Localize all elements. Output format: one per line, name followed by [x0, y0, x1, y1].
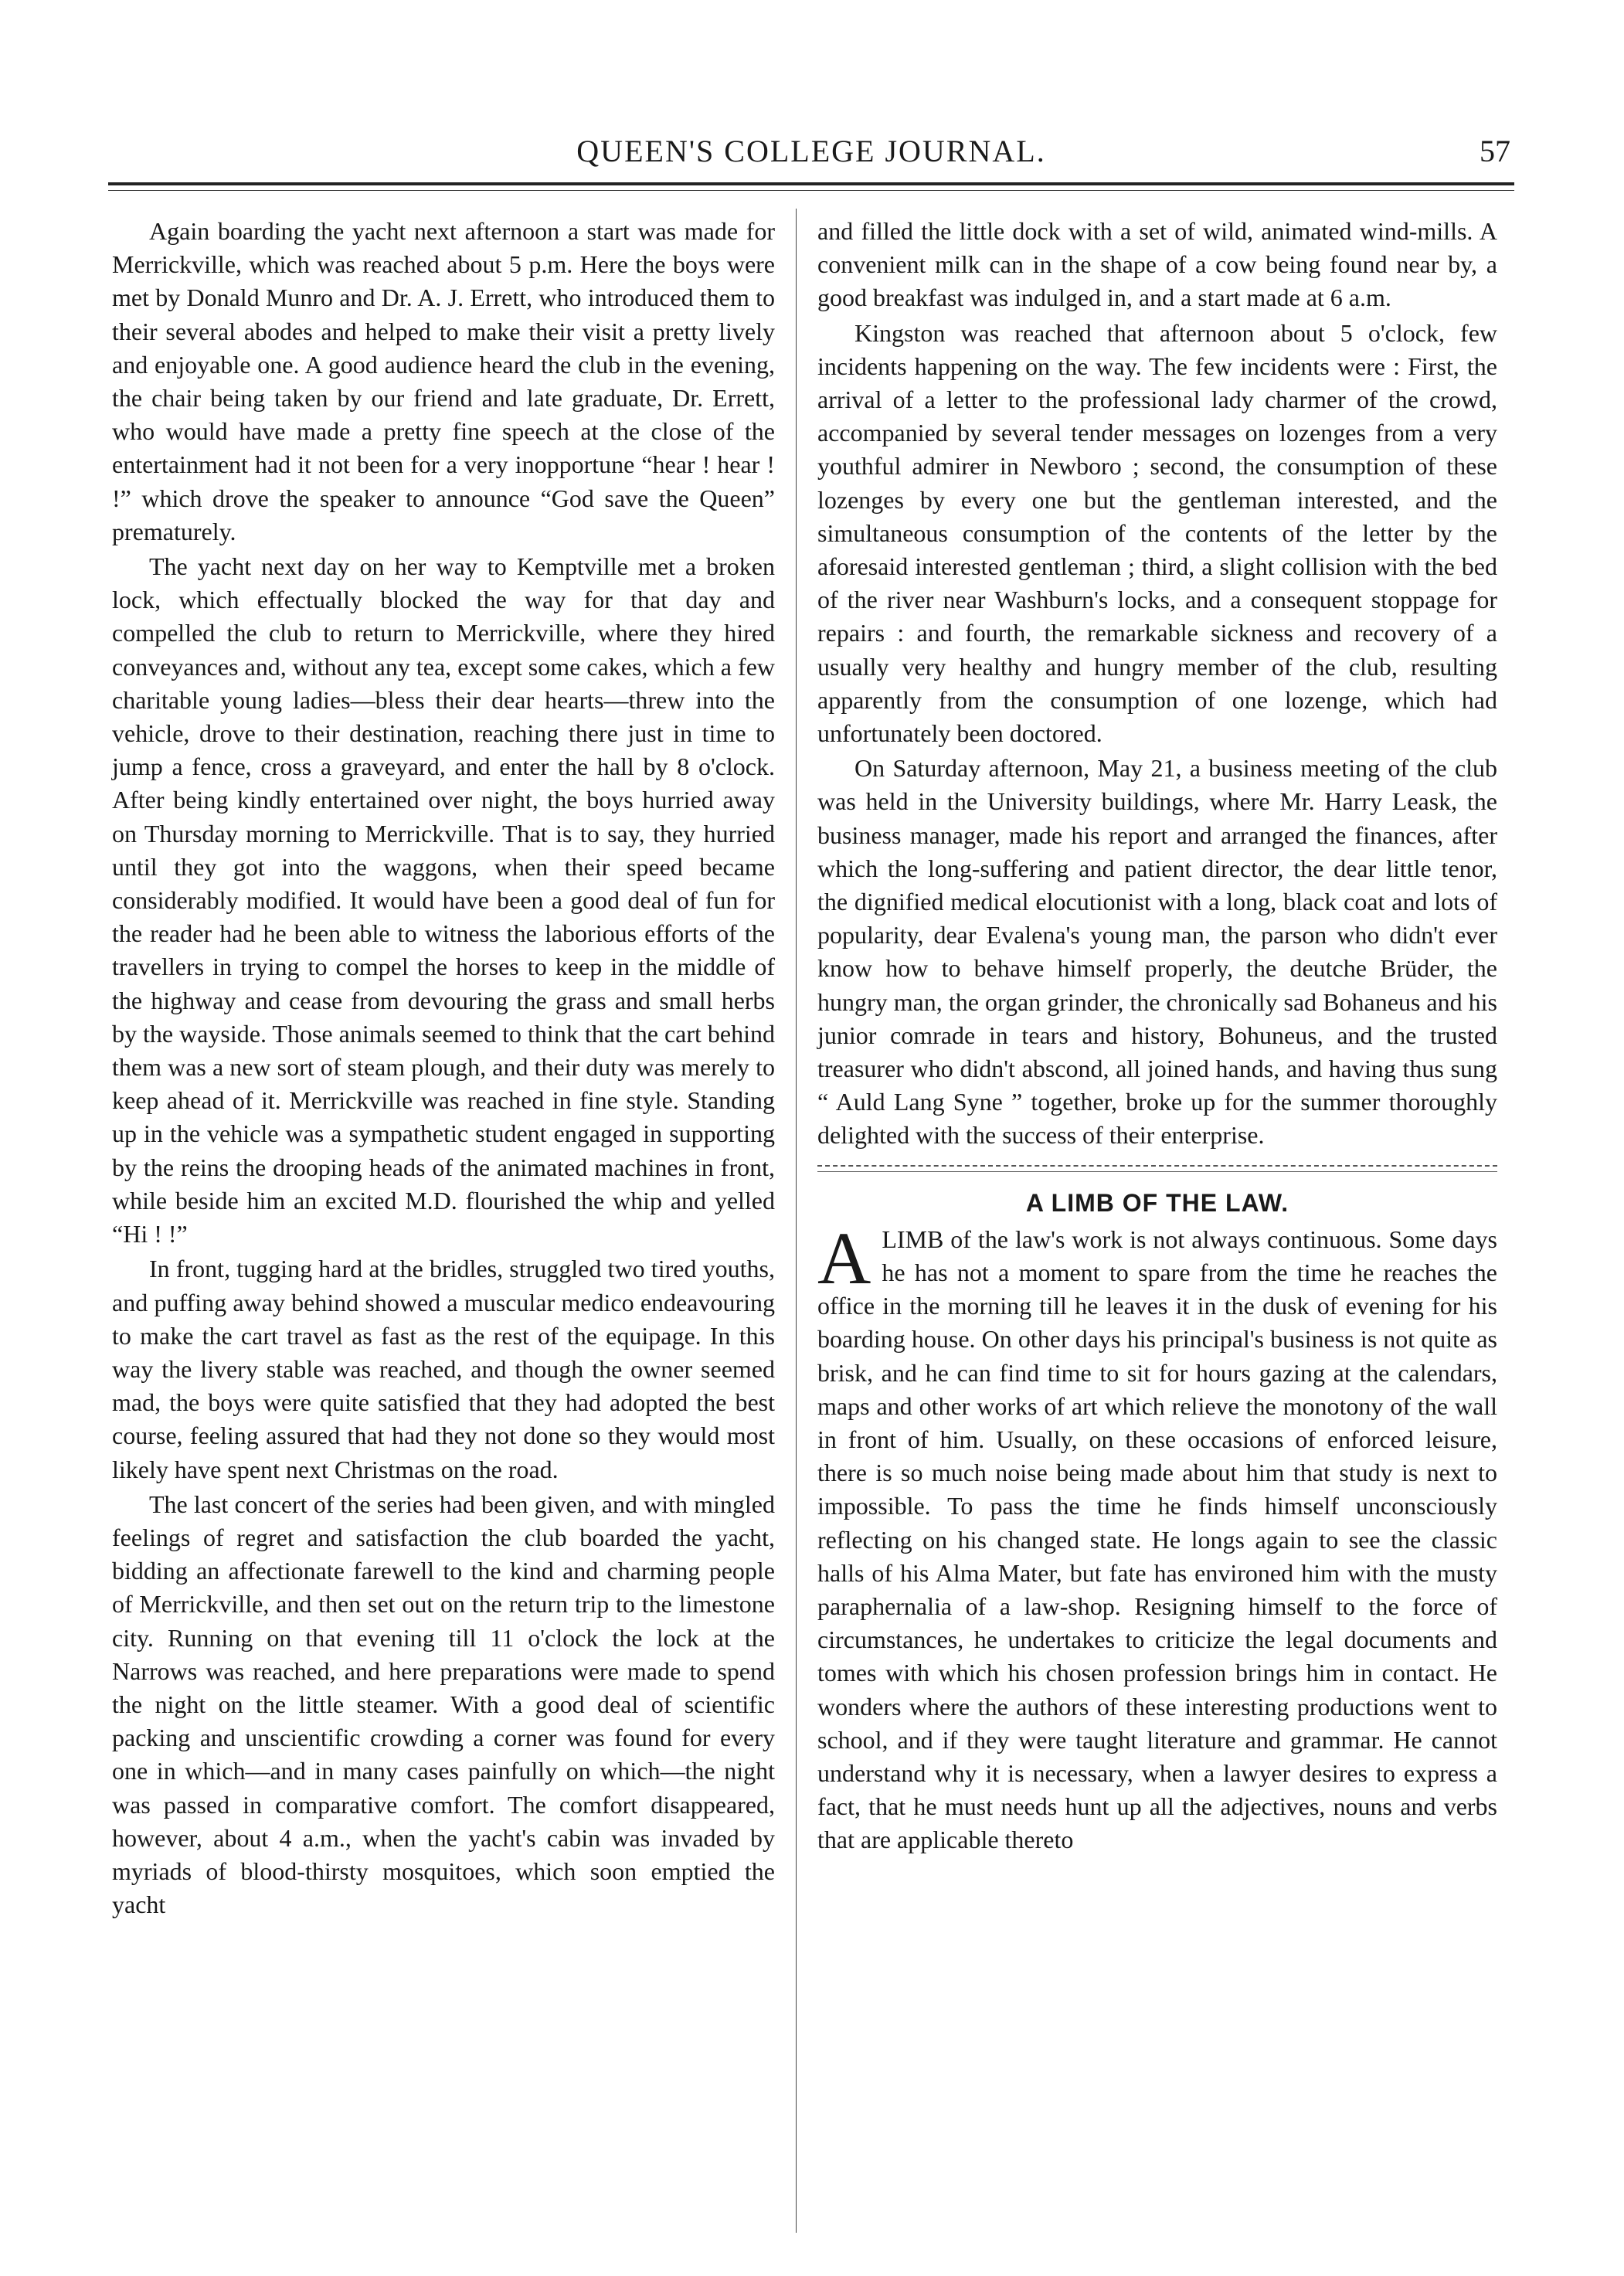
- section-title: A LIMB OF THE LAW.: [1025, 1188, 1289, 1217]
- drop-cap: A: [817, 1216, 871, 1299]
- first-word: LIMB: [882, 1225, 944, 1253]
- paragraph: Kingston was reached that afternoon about 5 o'clock, few incidents happening on the way. The few incidents were : First, the arrival of a letter to the professional lady charmer of the crowd, accompanied by several tender messages on lozenges from a very youthful admirer in Newboro ; second, the consumption of these lozenges by every one but the gentleman interested, and the simultaneous consumption of the contents of the letter by the aforesaid interested gentleman ; third, a slight collision with the bed of the river near Washburn's locks, and a consequent stoppage for repairs : and fourth, the remarkable sickness and recovery of a usually very healthy and hungry member of the club, resulting apparently from the consumption of one lozenge, which had unfortunately been doctored.: [817, 318, 1497, 748]
- left-column: [112, 215, 775, 1921]
- right-column: [817, 215, 1497, 1857]
- paragraph: Again boarding the yacht next afternoon a start was made for Merrickville, which was reached about 5 p.m. Here the boys were met by Donald Munro and Dr. A. J. Errett, who introduced them to their several abodes and helped to make their visit a pretty lively and enjoyable one. A good audience heard the club in the evening, the chair being taken by our friend and late graduate, Dr. Errett, who would have made a pretty fine speech at the close of the entertainment had it not been for a very inopportune “hear ! hear ! !” which drove the speaker to announce “God save the Queen” prematurely.: [112, 217, 775, 545]
- paragraph: The yacht next day on her way to Kemptville met a broken lock, which effectually blocked the way for that day and compelled the club to return to Merrickville, where they hired conveyances and, without any tea, except some cakes, which a few charitable young ladies—bless their dear hearts—threw into the vehicle, drove to their destination, reaching there just in time to jump a fence, cross a graveyard, and enter the hall by 8 o'clock. After being kindly entertained over night, the boys hurried away on Thursday morning to Merrickville. That is to say, they hurried until they got into the waggons, when their speed became considerably modified. It would have been a good deal of fun for the reader had he been able to witness the laborious efforts of the travellers in trying to compel the horses to keep in the middle of the highway and cease from devouring the grass and small herbs by the wayside. Those animals seemed to think that the cart behind them was a new sort of steam plough, and their duty was merely to keep ahead of it. Merrickville was reached in fine style. Standing up in the vehicle was a sympathetic student engaged in supporting by the reins the drooping heads of the animated machines in front, while beside him an excited M.D. flourished the whip and yelled “Hi ! !”: [112, 552, 775, 1248]
- journal-title: QUEEN'S COLLEGE JOURNAL.: [576, 134, 1046, 168]
- header-rule-thin: [108, 190, 1514, 191]
- section-paragraph: [817, 1216, 1497, 1857]
- paragraph: In front, tugging hard at the bridles, struggled two tired youths, and puffing away behind showed a muscular medico endeavouring to make the cart travel as fast as the rest of the equipage. In this way the livery stable was reached, and though the owner seemed mad, the boys were quite satisfied that they had adopted the best course, feeling assured that had they not done so they would most likely have spent next Christmas on the road.: [112, 1255, 775, 1483]
- paragraph: On Saturday afternoon, May 21, a business meeting of the club was held in the University buildings, where Mr. Harry Leask, the business manager, made his report and arranged the finances, after which the long-suffering and patient director, the dear little tenor, the dignified medical elocutionist with a long, black coat and lots of popularity, dear Evalena's young man, the parson who didn't ever know how to behave himself properly, the deutche Brüder, the hungry man, the organ grinder, the chronically sad Bohaneus and his junior comrade in tears and history, Bohuneus, and the trusted treasurer who didn't abscond, all joined hands, and having thus sung “ Auld Lang Syne ” together, broke up for the summer thoroughly delighted with the success of their enterprise.: [817, 754, 1497, 1150]
- section-text: of the law's work is not always continuous. Some days he has not a moment to spare from the time he reaches the office in the morning till he leaves it in the dusk of evening for his boarding house. On other days his principal's business is not quite as brisk, and he can find time to sit for hours gazing at the calendars, maps and other works of art which relieve the monotony of the wall in front of him. Usually, on these occasions of enforced leisure, there is so much noise being made about him that study is next to impossible. To pass the time he finds himself unconsciously reflecting on his changed state. He longs again to see the classic halls of his Alma Mater, but fate has environed him with the musty paraphernalia of a law-shop. Resigning himself to the force of circumstances, he undertakes to criticize the legal documents and tomes with which his chosen profession brings him in contact. He wonders where the authors of these interesting productions went to school, and if they were taught literature and grammar. He cannot understand why it is necessary, when a lawyer desires to express a fact, that he must needs hunt up all the adjectives, nouns and verbs that are applicable thereto: [817, 1225, 1497, 1854]
- page-number: 57: [1480, 134, 1510, 168]
- paragraph: and filled the little dock with a set of wild, animated wind-mills. A convenient milk can in the shape of a cow being found near by, a good breakfast was indulged in, and a start made at 6 a.m.: [817, 217, 1497, 312]
- paragraph: The last concert of the series had been given, and with mingled feelings of regret and satisfaction the club boarded the yacht, bidding an affectionate farewell to the kind and charming people of Merrickville, and then set out on the return trip to the limestone city. Running on that evening till 11 o'clock the lock at the Narrows was reached, and here preparations were made to spend the night on the little steamer. With a good deal of scientific packing and unscientific crowding a corner was found for every one in which—and in many cases painfully on which—the night was passed in comparative comfort. The comfort disappeared, however, about 4 a.m., when the yacht's cabin was invaded by myriads of blood-thirsty mosquitoes, which soon emptied the yacht: [112, 1490, 775, 1919]
- page-header: [112, 130, 1510, 176]
- column-divider: [796, 209, 797, 2233]
- section-divider-thin: [817, 1171, 1497, 1172]
- header-rule-thick: [108, 182, 1514, 185]
- section-divider: [817, 1165, 1497, 1167]
